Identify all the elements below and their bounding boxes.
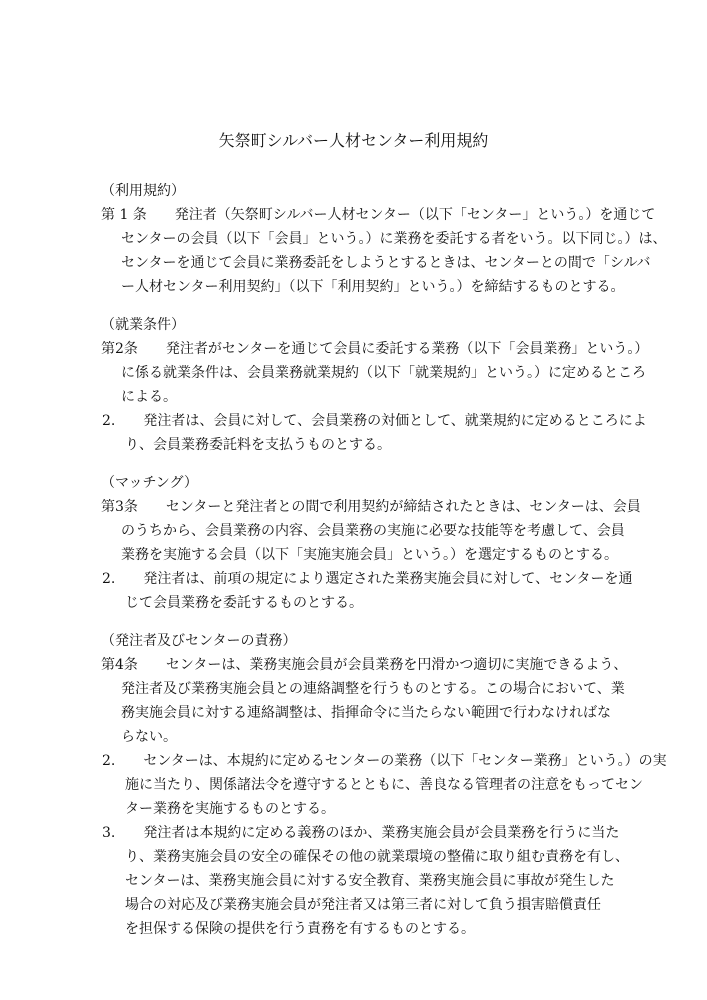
article-2-line-1: 第2条 発注者がセンターを通じて会員に委託する業務（以下「会員業務」という。） [101,341,649,357]
article-4-para-2-line-3: ター業務を実施するものとする。 [125,801,335,817]
article-3-line-2: のうちから、会員業務の内容、会員業務の実施に必要な技能等を考慮して、会員 [121,523,625,539]
article-4-para-2-line-2: 施に当たり、関係諸法令を遵守するとともに、善良なる管理者の注意をもってセン [125,777,643,793]
section-heading-work-conditions: （就業条件） [101,317,185,333]
document-title: 矢祭町シルバー人材センター利用規約 [218,131,489,150]
article-1-line-1: 第 1 条 発注者（矢祭町シルバー人材センター（以下「センター」という。）を通じて [101,207,656,223]
article-2-para-2-line-1: 2. 発注者は、会員に対して、会員業務の対価として、就業規約に定めるところによ [102,413,647,429]
article-4-para-3-line-3: センターは、業務実施会員に対する安全教育、業務実施会員に事故が発生した [125,873,615,889]
article-3-para-2-line-1: 2. 発注者は、前項の規定により選定された業務実施会員に対して、センターを通 [102,571,633,587]
article-1-line-3: センターを通じて会員に業務委託をしようとするときは、センターとの間で「シルバ [121,255,651,271]
article-3-line-1: 第3条 センターと発注者との間で利用契約が締結されたときは、センターは、会員 [101,499,641,515]
section-heading-terms: （利用規約） [101,183,185,199]
article-3-line-3: 業務を実施する会員（以下「実施実施会員」という。）を選定するものとする。 [121,547,618,563]
article-4-line-2: 発注者及び業務実施会員との連絡調整を行うものとする。この場合において、業 [121,681,625,697]
article-4-line-3: 務実施会員に対する連絡調整は、指揮命令に当たらない範囲で行わなければな [121,705,611,721]
article-1-line-4: ー人材センター利用契約」（以下「利用契約」という。）を締結するものとする。 [121,279,625,295]
article-4-para-3-line-4: 場合の対応及び業務実施会員が発注者又は第三者に対して負う損害賠償責任 [125,897,601,913]
article-2-line-3: による。 [121,389,177,405]
section-heading-matching: （マッチング） [101,475,198,491]
article-4-para-3-line-2: り、業務実施会員の安全の確保その他の就業環境の整備に取り組む責務を有し、 [125,849,629,865]
article-2-para-2-line-2: り、会員業務委託料を支払うものとする。 [125,437,391,453]
article-4-line-4: らない。 [121,729,177,745]
article-4-para-3-line-5: を担保する保険の提供を行う責務を有するものとする。 [125,921,475,937]
article-1-line-2: センターの会員（以下「会員」という。）に業務を委託する者をいう。以下同じ。）は、 [121,231,667,247]
article-4-para-3-line-1: 3. 発注者は本規約に定める義務のほか、業務実施会員が会員業務を行うに当た [102,825,620,841]
article-3-para-2-line-2: じて会員業務を委託するものとする。 [125,595,363,611]
article-4-line-1: 第4条 センターは、業務実施会員が会員業務を円滑かつ適切に実施できるよう、 [101,657,628,673]
article-4-para-2-line-1: 2. センターは、本規約に定めるセンターの業務（以下「センター業務」という。）の実 [102,753,667,769]
section-heading-responsibilities: （発注者及びセンターの責務） [101,633,297,649]
article-2-line-2: に係る就業条件は、会員業務就業規約（以下「就業規約」という。）に定めるところ [121,365,646,381]
